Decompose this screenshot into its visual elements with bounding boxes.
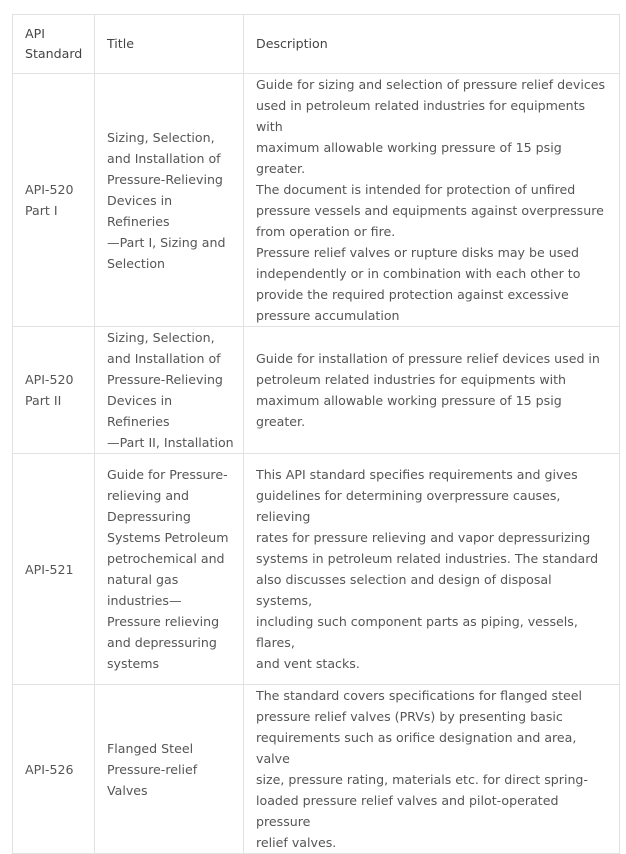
title-line: Sizing, Selection, xyxy=(107,129,215,145)
title-line: Pressure-Relieving xyxy=(107,171,223,187)
description-cell xyxy=(244,685,620,854)
header-title: Title xyxy=(95,15,244,74)
header-row xyxy=(13,15,620,74)
standard-cell xyxy=(13,685,95,854)
description-line: used in petroleum related industries for equipments with xyxy=(256,98,586,134)
standard-line: API-520 xyxy=(25,372,74,387)
title-line: and depressuring xyxy=(107,635,217,650)
title-cell xyxy=(95,454,244,685)
description-line: pressure relief valves (PRVs) by presenting basic xyxy=(256,709,563,724)
description-line: pressure accumulation xyxy=(256,308,400,323)
description-line: also discusses selection and design of disposal systems, xyxy=(256,572,552,608)
header-description: Description xyxy=(244,15,620,74)
standard-line: Part II xyxy=(25,393,62,408)
standard-cell xyxy=(13,454,95,685)
title-cell xyxy=(95,327,244,454)
title-line: Devices in Refineries xyxy=(107,192,173,229)
title-line: Pressure-Relieving xyxy=(107,372,223,387)
standard-line: Part I xyxy=(25,203,58,218)
title-line: Depressuring xyxy=(107,509,191,524)
table-row xyxy=(13,454,620,685)
description-line: systems in petroleum related industries. The standard xyxy=(256,551,599,566)
description-line: maximum allowable working pressure of 15 psig greater. xyxy=(256,140,562,176)
title-line: Flanged Steel xyxy=(107,740,194,756)
description-line: guidelines for determining overpressure causes, relieving xyxy=(256,488,561,524)
description-line: The standard covers specifications for flanged steel xyxy=(256,688,583,703)
title-line: natural gas xyxy=(107,572,179,587)
title-line: industries— xyxy=(107,593,182,608)
description-line: petroleum related industries for equipments with xyxy=(256,372,567,387)
description-line: from operation or fire. xyxy=(256,224,396,239)
title-line: Guide for Pressure- xyxy=(107,467,228,482)
api-standards-table xyxy=(12,14,620,854)
title-line: petrochemical and xyxy=(107,551,225,566)
table-row xyxy=(13,327,620,454)
description-cell xyxy=(244,327,620,454)
description-line: requirements such as orifice designation and area, valve xyxy=(256,730,577,766)
title-line: Devices in Refineries xyxy=(107,393,173,429)
table-header xyxy=(13,15,620,74)
description-line: including such component parts as piping, vessels, flares, xyxy=(256,614,578,650)
header-text-line: Standard xyxy=(25,46,83,61)
table-row xyxy=(13,74,620,327)
title-line: relieving and xyxy=(107,488,190,503)
description-line: Pressure relief valves or rupture disks may be used xyxy=(256,245,580,260)
title-cell xyxy=(95,74,244,327)
standard-line: API-521 xyxy=(25,561,74,577)
standard-line: API-520 xyxy=(25,182,74,197)
description-line: rates for pressure relieving and vapor depressurizing xyxy=(256,530,591,545)
description-line: provide the required protection against excessive xyxy=(256,287,569,302)
title-line: Systems Petroleum xyxy=(107,530,229,545)
title-line: —Part II, Installation xyxy=(107,435,234,450)
title-line: —Part I, Sizing and xyxy=(107,234,226,250)
title-line: systems xyxy=(107,656,160,671)
title-line: and Installation of xyxy=(107,150,221,166)
header-text-line: API xyxy=(25,26,45,41)
title-line: Selection xyxy=(107,255,166,271)
description-line: Guide for sizing and selection of pressure relief devices xyxy=(256,77,606,92)
title-line: Pressure relieving xyxy=(107,614,220,629)
title-line: Sizing, Selection, xyxy=(107,330,215,345)
title-cell xyxy=(95,685,244,854)
description-line: Guide for installation of pressure relief devices used in xyxy=(256,351,600,366)
description-line: and vent stacks. xyxy=(256,656,360,671)
description-cell xyxy=(244,74,620,327)
title-line: and Installation of xyxy=(107,351,221,366)
description-line: pressure vessels and equipments against overpressure xyxy=(256,203,604,218)
description-line: size, pressure rating, materials etc. for direct spring- xyxy=(256,772,588,787)
description-line: relief valves. xyxy=(256,835,337,850)
table-row xyxy=(13,685,620,854)
table-body xyxy=(13,74,620,854)
standard-cell xyxy=(13,327,95,454)
title-line: Pressure-relief xyxy=(107,761,198,777)
title-line: Valves xyxy=(107,782,148,798)
description-line: This API standard specifies requirements and gives xyxy=(256,467,578,482)
standard-cell xyxy=(13,74,95,327)
description-line: maximum allowable working pressure of 15 psig greater. xyxy=(256,393,562,429)
header-api-standard xyxy=(13,15,95,74)
description-line: The document is intended for protection of unfired xyxy=(256,182,576,197)
standard-line: API-526 xyxy=(25,761,74,777)
description-line: independently or in combination with each other to xyxy=(256,266,581,281)
description-line: loaded pressure relief valves and pilot-operated pressure xyxy=(256,793,559,829)
description-cell xyxy=(244,454,620,685)
